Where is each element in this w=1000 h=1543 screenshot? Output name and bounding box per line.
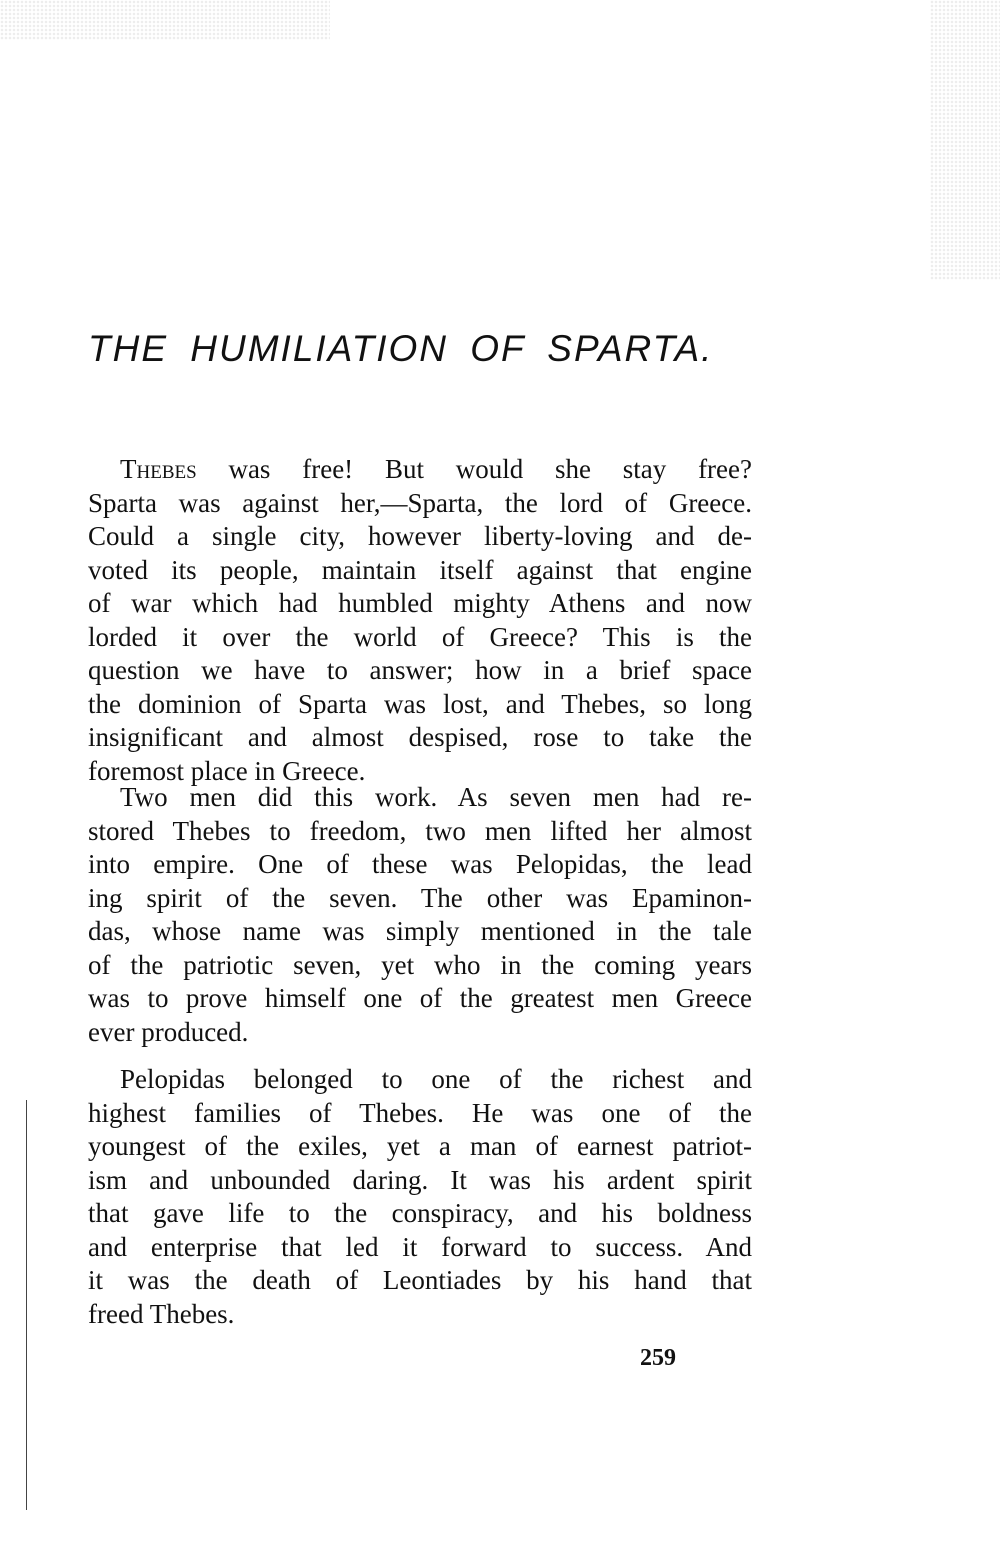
page-number: 259	[640, 1345, 676, 1371]
text-line: into empire. One of these was Pelopidas, the lead	[88, 849, 752, 879]
text-line: lorded it over the world of Greece? This is the	[88, 621, 752, 652]
text-line: the dominion of Sparta was lost, and Thebes, so long	[88, 688, 752, 719]
text-line: freed Thebes.	[88, 1298, 235, 1329]
text-line: and enterprise that led it forward to success. And	[88, 1231, 752, 1262]
text-line: ing spirit of the seven. The other was Epaminon-	[88, 882, 752, 913]
text-line: voted its people, maintain itself against that engine	[88, 554, 752, 585]
scan-speckle-top-left	[0, 0, 330, 40]
text-line: foremost place in Greece.	[88, 755, 366, 786]
scan-margin-line	[26, 1100, 27, 1510]
text-line: insignificant and almost despised, rose to take the	[88, 722, 752, 752]
drop-smallcaps-word: Thebes	[120, 454, 197, 484]
scan-speckle-top-right	[930, 0, 1000, 280]
text-line: stored Thebes to freedom, two men lifted her almost	[88, 815, 752, 846]
text-line: was to prove himself one of the greatest men Greece	[88, 983, 752, 1013]
text-line: Pelopidas belonged to one of the richest and	[120, 1064, 752, 1094]
text-line: Could a single city, however liberty-loving and de-	[88, 521, 752, 551]
text-line: Two men did this work. As seven men had re-	[120, 782, 752, 812]
text-line: youngest of the exiles, yet a man of earnest patriot-	[88, 1131, 752, 1161]
text-line	[88, 453, 752, 487]
text-line: ever produced.	[88, 1016, 249, 1047]
text-line: highest families of Thebes. He was one of the	[88, 1097, 752, 1128]
text-line: it was the death of Leontiades by his hand that	[88, 1265, 752, 1295]
text-line: that gave life to the conspiracy, and his boldness	[88, 1198, 752, 1228]
line-rest: was free! But would she stay free?	[196, 454, 752, 484]
text-line: of war which had humbled mighty Athens and now	[88, 588, 752, 618]
paragraph-1	[88, 453, 752, 788]
text-line: das, whose name was simply mentioned in the tale	[88, 916, 752, 946]
paragraph-3	[88, 1063, 752, 1331]
text-line: ism and unbounded daring. It was his ardent spirit	[88, 1164, 752, 1195]
text-line: question we have to answer; how in a brief space	[88, 655, 752, 685]
paragraph-2	[88, 781, 752, 1049]
chapter-title: THE HUMILIATION OF SPARTA.	[88, 328, 714, 369]
text-line: Sparta was against her,—Sparta, the lord of Greece.	[88, 487, 752, 518]
text-line: of the patriotic seven, yet who in the coming years	[88, 949, 752, 980]
